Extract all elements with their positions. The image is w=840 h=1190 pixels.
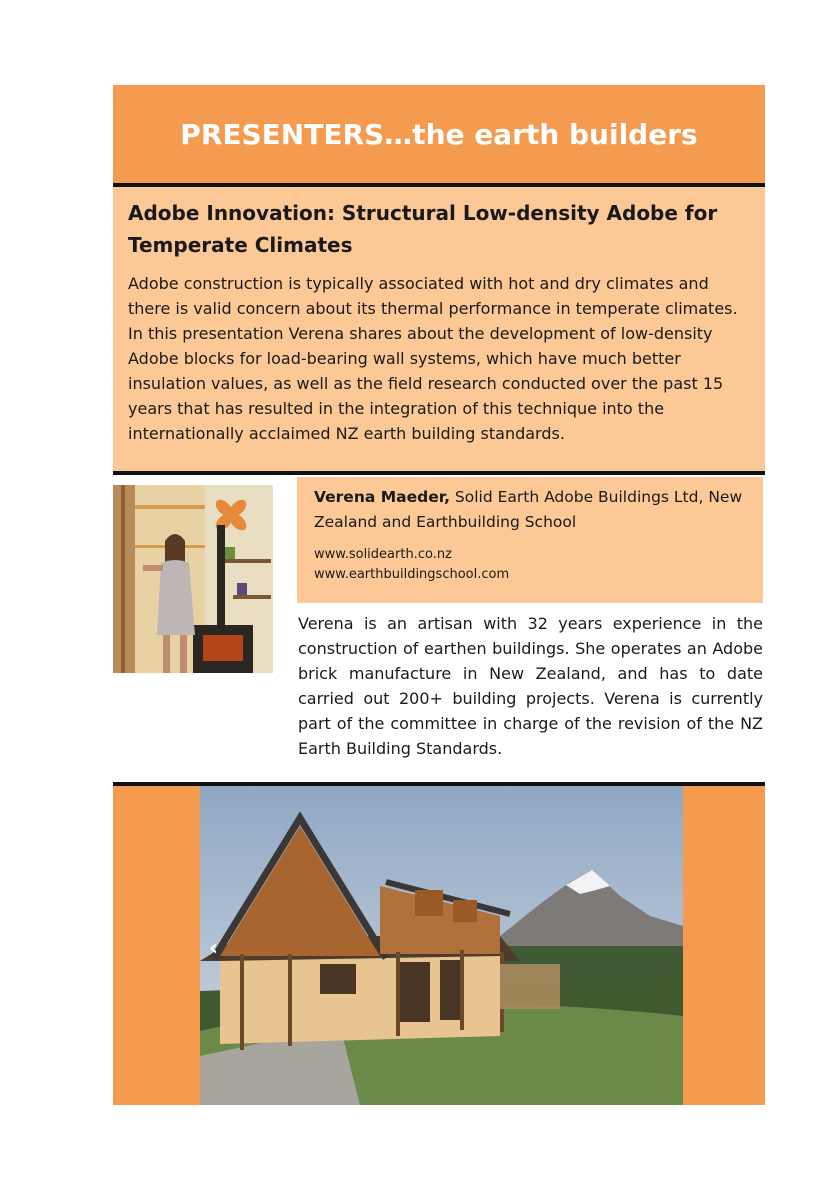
presenter-info-panel — [297, 477, 763, 603]
website-link[interactable]: www.earthbuildingschool.com — [314, 567, 510, 582]
abstract-panel — [113, 187, 765, 471]
presenter-affiliation: Solid Earth Adobe Buildings Ltd, New Zealand and Earthbuilding School — [314, 488, 743, 531]
abstract-text: Adobe construction is typically associated with hot and dry climates and there is valid concern about its thermal performance in temperate climates. In this presentation Verena shares about the development of low-density Adobe blocks for load-bearing wall systems, which have much better insulation values, as well as the field research conducted over the past 15 years that has resulted in the integration of this technique into the internationally acclaimed NZ earth building standards. — [128, 274, 738, 443]
divider — [113, 471, 765, 475]
presenter-portrait — [113, 485, 273, 673]
presenter-name: Verena Maeder, — [314, 488, 450, 506]
previous-arrow-icon[interactable]: ‹ — [209, 936, 219, 961]
page-title: PRESENTERS…the earth builders — [180, 117, 698, 151]
talk-title: Adobe Innovation: Structural Low-density Adobe for Temperate Climates — [128, 201, 718, 257]
presenter-links — [314, 545, 749, 585]
page-title-banner — [113, 85, 765, 183]
earth-house-photo — [200, 786, 683, 1105]
presenter-credit — [314, 485, 749, 535]
website-link[interactable]: www.solidearth.co.nz — [314, 547, 452, 562]
presenter-bio: Verena is an artisan with 32 years experience in the construction of earthen buildings. She operates an Adobe brick manufacture in New Zealand, and has to date carried out 200+ building projects. Verena is currently part of the committee in charge of the revision of the NZ Earth Building Standards. — [298, 614, 763, 758]
